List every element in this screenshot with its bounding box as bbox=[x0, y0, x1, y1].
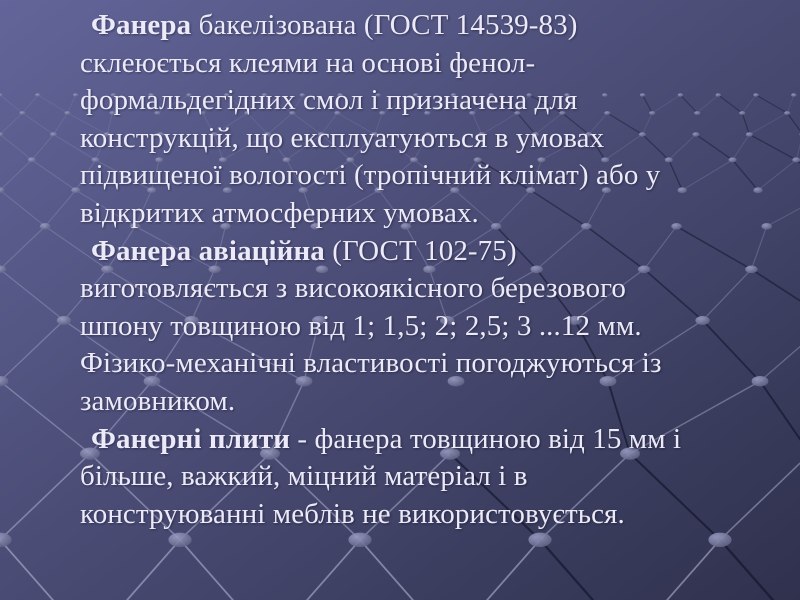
lattice-bead bbox=[784, 111, 790, 115]
lattice-bead bbox=[73, 93, 78, 96]
paragraph-line: конструкцій, що експлуатуються в умовах bbox=[80, 121, 605, 154]
paragraph bbox=[80, 233, 775, 421]
paragraph-lead-bold: Фанера авіаційна bbox=[91, 234, 325, 267]
paragraph-line: виготовляється з високоякісного березового bbox=[80, 272, 626, 305]
lattice-bead bbox=[57, 316, 71, 325]
paragraph-line: конструюванні меблів не використовується. bbox=[80, 497, 625, 530]
slide-text-block bbox=[80, 7, 775, 533]
paragraph-line: бакелізована (ГОСТ 14539-83) bbox=[191, 9, 578, 41]
lattice-bead bbox=[19, 111, 25, 115]
paragraph-line: склеюється клеями на основі фенол- bbox=[80, 46, 536, 79]
lattice-bead bbox=[791, 93, 796, 96]
lattice-bead bbox=[168, 533, 191, 547]
paragraph-lead-bold: Фанерні плити bbox=[91, 422, 291, 455]
paragraph-line: замовником. bbox=[80, 384, 236, 417]
paragraph-lead-bold: Фанера bbox=[91, 9, 192, 41]
lattice-bead bbox=[708, 533, 731, 547]
lattice-bead bbox=[64, 111, 70, 115]
paragraph bbox=[80, 7, 775, 233]
lattice-bead bbox=[792, 157, 800, 162]
lattice-bead bbox=[50, 132, 57, 136]
lattice-bead bbox=[40, 223, 51, 230]
paragraph bbox=[80, 421, 775, 534]
lattice-bead bbox=[35, 93, 40, 96]
paragraph-line: шпону товщиною від 1; 1,5; 2; 2,5; 3 ...12 мм. bbox=[80, 309, 642, 342]
lattice-bead bbox=[528, 533, 551, 547]
paragraph-line: відкритих атмосферних умовах. bbox=[80, 196, 479, 229]
paragraph-line: - фанера товщиною від 15 мм і bbox=[290, 422, 682, 455]
paragraph-line: (ГОСТ 102-75) bbox=[324, 234, 517, 267]
paragraph-line: формальдегідних смол і призначена для bbox=[80, 84, 578, 117]
lattice-bead bbox=[348, 533, 371, 547]
lattice-bead bbox=[28, 157, 36, 162]
paragraph-line: підвищеної вологості (тропічний клімат) або у bbox=[80, 159, 661, 192]
paragraph-line: більше, важкий, міцний матеріал і в bbox=[80, 460, 528, 493]
paragraph-line: Фізико-механічні властивості погоджуються із bbox=[80, 347, 662, 380]
